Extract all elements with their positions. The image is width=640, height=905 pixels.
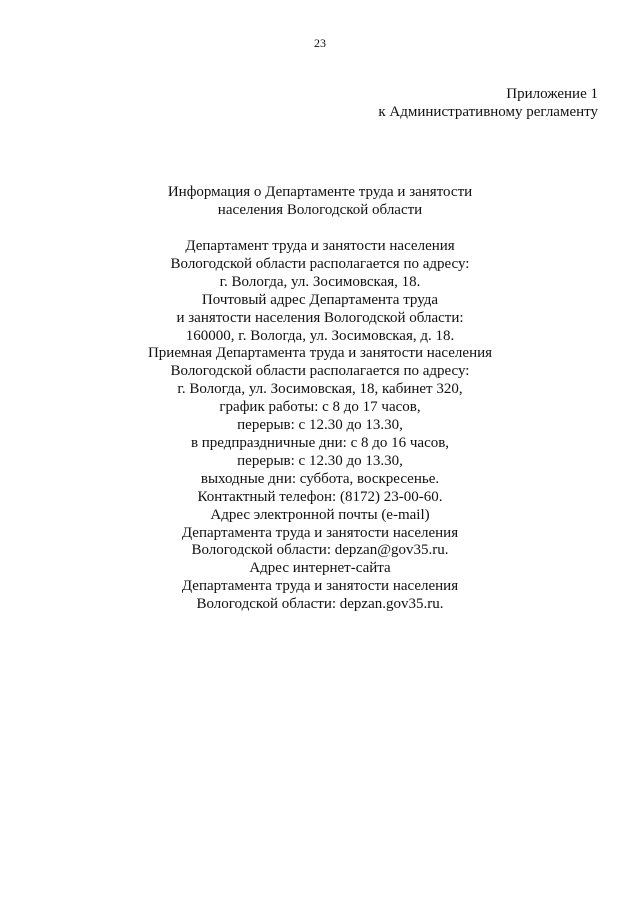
body-line: Вологодской области располагается по адресу: — [170, 363, 470, 380]
body-line: перерыв: с 12.30 до 13.30, — [237, 417, 403, 434]
appendix-line: Приложение 1 — [506, 86, 598, 102]
body-line: Департамент труда и занятости населения — [185, 238, 455, 254]
page-number: 23 — [314, 36, 326, 50]
body-line: в предпраздничные дни: с 8 до 16 часов, — [190, 434, 450, 451]
title-line: Информация о Департаменте труда и занятости — [167, 184, 473, 200]
body-line: выходные дни: суббота, воскресенье. — [200, 470, 440, 487]
body-line: г. Вологда, ул. Зосимовская, 18. — [219, 273, 421, 290]
website-line: Вологодской области: depzan.gov35.ru. — [196, 596, 444, 613]
body-line: г. Вологда, ул. Зосимовская, 18, кабинет 320, — [177, 381, 463, 398]
phone-line: Контактный телефон: (8172) 23-00-60. — [197, 488, 443, 505]
body-line: Приемная Департамента труда и занятости населения — [147, 345, 493, 362]
body-line: Адрес интернет-сайта — [249, 560, 391, 577]
body-line: перерыв: с 12.30 до 13.30, — [237, 452, 403, 469]
title-line: населения Вологодской области — [217, 202, 423, 218]
body-line: Почтовый адрес Департамента труда — [201, 291, 439, 308]
body-line: Адрес электронной почты (e-mail) — [210, 506, 430, 523]
appendix-header — [378, 85, 598, 121]
body-line: 160000, г. Вологда, ул. Зосимовская, д. 18. — [185, 327, 455, 344]
contact-info-block — [0, 238, 640, 614]
document-title — [0, 183, 640, 219]
body-line: и занятости населения Вологодской области: — [176, 309, 464, 326]
email-line: Вологодской области: depzan@gov35.ru. — [191, 542, 449, 559]
body-line: график работы: с 8 до 17 часов, — [219, 399, 421, 416]
body-line: Вологодской области располагается по адресу: — [170, 255, 470, 272]
body-line: Департамента труда и занятости населения — [181, 578, 459, 595]
body-line: Департамента труда и занятости населения — [181, 524, 459, 541]
appendix-line: к Административному регламенту — [378, 104, 598, 120]
